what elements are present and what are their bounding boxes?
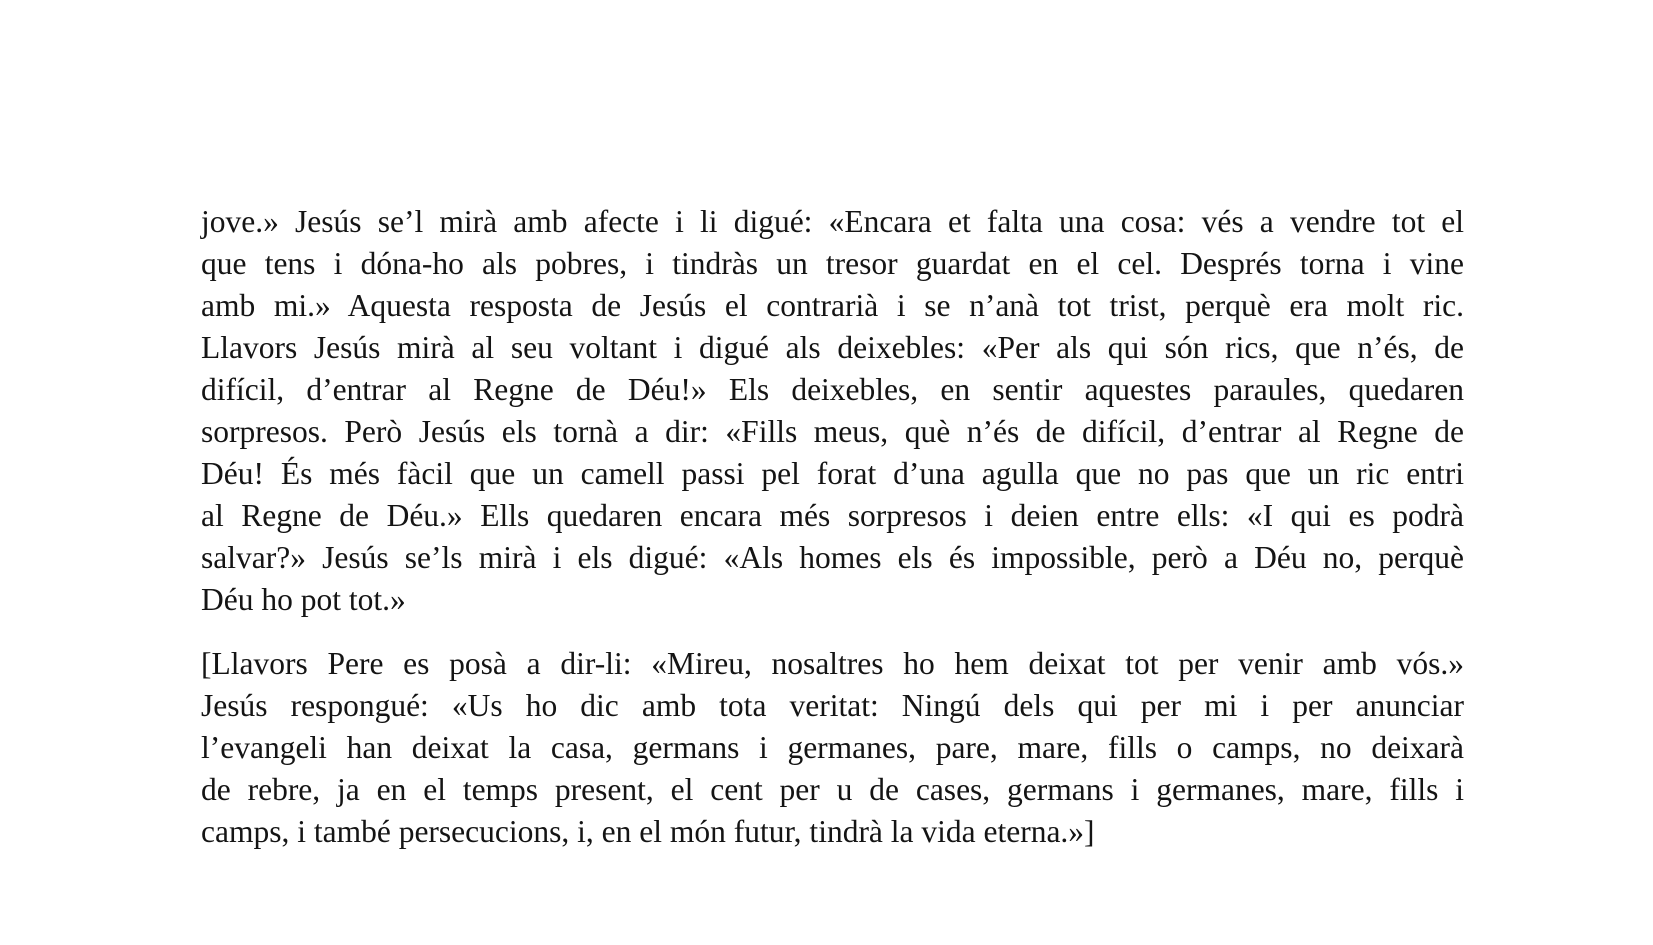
text-line: Déu ho pot tot.»	[201, 582, 406, 617]
text-line: difícil, d’entrar al Regne de Déu!» Els deixebles, en sentir aquestes paraules, quedaren	[201, 372, 1464, 407]
text-line: Déu! És més fàcil que un camell passi pel forat d’una agulla que no pas que un ric entri	[201, 456, 1464, 491]
body-text	[201, 201, 1464, 853]
paragraph-2	[201, 643, 1464, 853]
text-line: sorpresos. Però Jesús els tornà a dir: «Fills meus, què n’és de difícil, d’entrar al Regne de	[201, 414, 1464, 449]
text-line: de rebre, ja en el temps present, el cent per u de cases, germans i germanes, mare, fills i	[201, 772, 1464, 807]
paragraph-1	[201, 201, 1464, 621]
text-line: [Llavors Pere es posà a dir-li: «Mireu, nosaltres ho hem deixat tot per venir amb vós.»	[201, 646, 1464, 681]
text-line: camps, i també persecucions, i, en el món futur, tindrà la vida eterna.»]	[201, 814, 1095, 849]
text-line: que tens i dóna-ho als pobres, i tindràs un tresor guardat en el cel. Després torna i vine	[201, 246, 1464, 281]
text-line: Llavors Jesús mirà al seu voltant i digué als deixebles: «Per als qui són rics, que n’és, de	[201, 330, 1464, 365]
text-line: amb mi.» Aquesta resposta de Jesús el contrarià i se n’anà tot trist, perquè era molt ric.	[201, 288, 1464, 323]
text-line: al Regne de Déu.» Ells quedaren encara més sorpresos i deien entre ells: «I qui es podrà	[201, 498, 1464, 533]
text-line: Jesús respongué: «Us ho dic amb tota veritat: Ningú dels qui per mi i per anunciar	[201, 688, 1464, 723]
text-line: salvar?» Jesús se’ls mirà i els digué: «Als homes els és impossible, però a Déu no, perquè	[201, 540, 1464, 575]
text-line: jove.» Jesús se’l mirà amb afecte i li digué: «Encara et falta una cosa: vés a vendre tot el	[201, 204, 1464, 239]
text-line: l’evangeli han deixat la casa, germans i germanes, pare, mare, fills o camps, no deixarà	[201, 730, 1464, 765]
